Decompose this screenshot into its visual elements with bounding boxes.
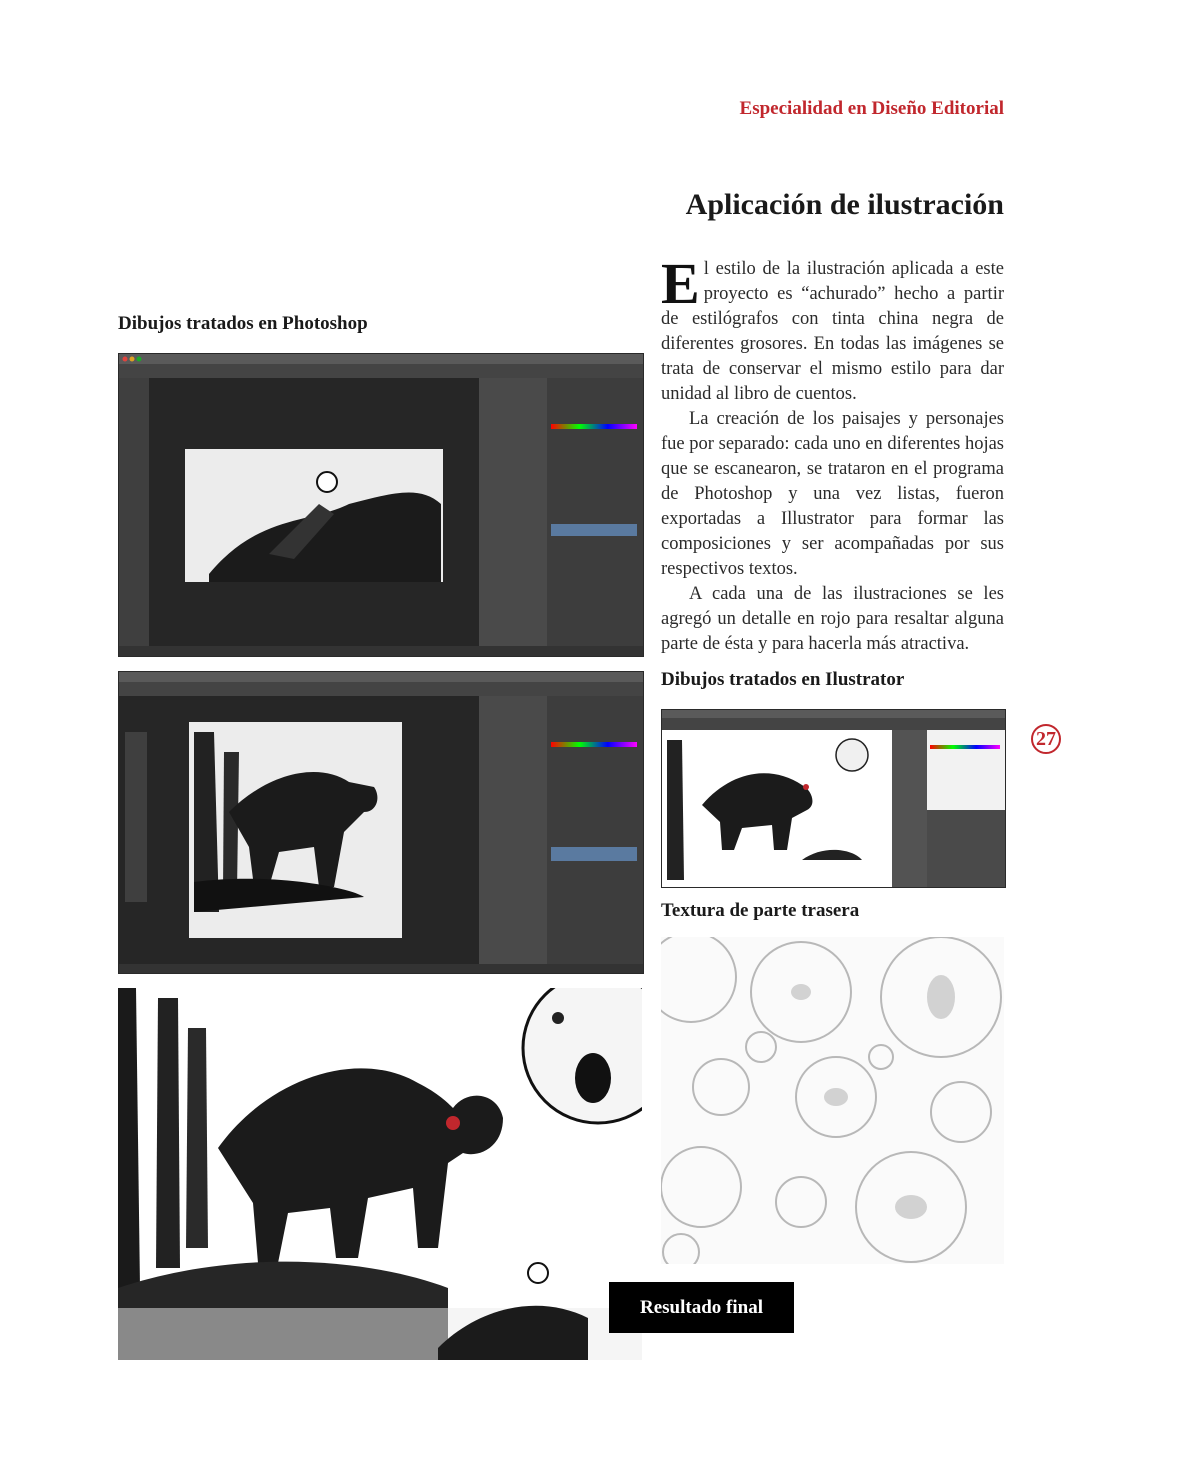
caption-illustrator: Dibujos tratados en Ilustrator xyxy=(661,669,905,690)
body-paragraph-3: A cada una de las ilustraciones se les agregó un detalle en rojo para resaltar alguna parte de ésta y para hacerla más atractiva. xyxy=(661,584,1004,654)
paragraph-1-text: l estilo de la ilustración aplicada a este proyecto es “achurado” hecho a partir de estilógrafos con tinta china negra de diferentes grosores. En todas las imágenes se trata de conservar el mismo estilo para dar unidad al libro de cuentos. xyxy=(661,259,1004,404)
illustrator-screenshot xyxy=(661,709,1006,888)
final-result-label: Resultado final xyxy=(609,1282,794,1333)
section-title: Aplicación de ilustración xyxy=(685,188,1004,221)
photoshop-screenshot-1 xyxy=(118,353,644,657)
final-illustration xyxy=(118,988,642,1360)
dropcap: E xyxy=(661,251,700,316)
body-paragraph-1 xyxy=(661,251,1004,657)
caption-photoshop: Dibujos tratados en Photoshop xyxy=(118,313,368,334)
page-number-badge xyxy=(1030,723,1062,755)
caption-texture: Textura de parte trasera xyxy=(661,900,860,921)
page-number: 27 xyxy=(1036,728,1056,750)
running-header: Especialidad en Diseño Editorial xyxy=(739,98,1004,119)
photoshop-screenshot-2 xyxy=(118,671,644,974)
body-paragraph-2: La creación de los paisajes y personajes fue por separado: cada uno en diferentes hojas que se escanearon, se trataron en el programa de Photoshop y una vez listas, fueron exportadas a Illustrator para formar las composiciones y ser acompañadas por sus respectivos textos. xyxy=(661,409,1004,579)
back-texture-pattern xyxy=(661,937,1004,1264)
